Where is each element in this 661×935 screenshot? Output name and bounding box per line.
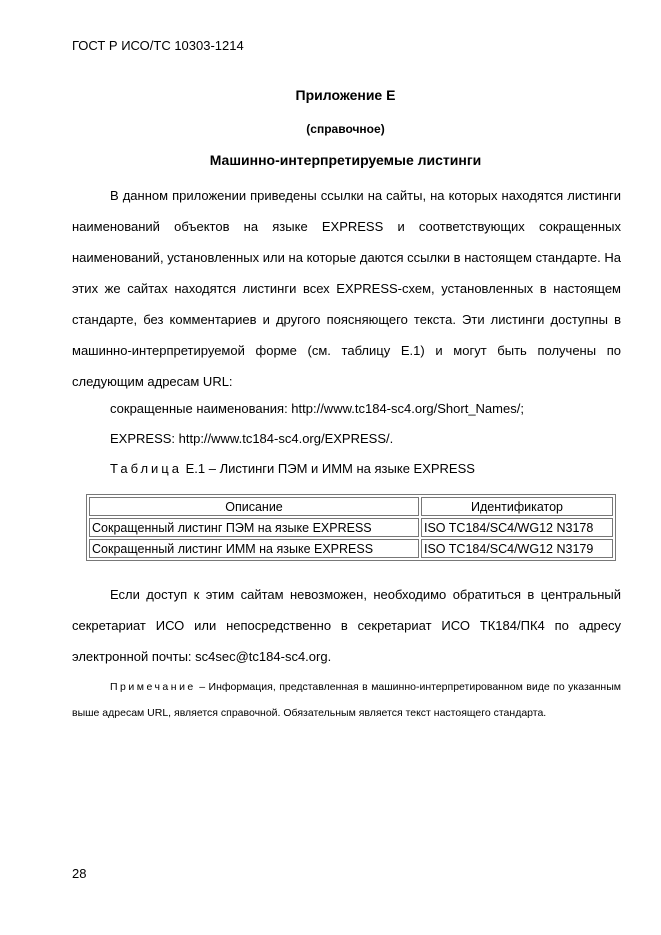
intro-paragraph: В данном приложении приведены ссылки на сайты, на которых находятся листинги наименований объектов на языке EXPRESS и соответствующих сокращенных наименований, установленных или на которые даются ссылки в настоящем стандарте. На этих же сайтах находятся листинги всех EXPRESS-схем, установленных в настоящем стандарте, без комментариев и другого поясняющего текста. Эти листинги доступны в машинно-интерпретируемой форме (см. таблицу Е.1) и могут быть получены по следующим адресам URL: [72, 188, 621, 389]
note [72, 674, 621, 726]
annex-heading: Машинно-интерпретируемые листинги [209, 152, 482, 168]
table-caption-text: Е.1 – Листинги ПЭМ и ИММ на языке EXPRESS [185, 461, 475, 476]
column-header-description: Описание [89, 497, 419, 516]
note-label: Примечание [110, 681, 196, 693]
contact-paragraph: Если доступ к этим сайтам невозможен, необходимо обратиться в центральный секретариат ИСО или непосредственно в секретариат ИСО ТК184/ПК4 по адресу электронной почты: sc4sec@tc184-sc4.org. [72, 587, 621, 664]
short-names-url-line: сокращенные наименования: http://www.tc184-sc4.org/Short_Names/; [110, 401, 524, 416]
table-header-row [89, 497, 613, 516]
table-row [89, 518, 613, 537]
listings-table-container [86, 494, 616, 561]
annex-status: (справочное) [306, 122, 385, 136]
cell-description: Сокращенный листинг ИММ на языке EXPRESS [89, 539, 419, 558]
document-code: ГОСТ Р ИСО/ТС 10303-1214 [72, 38, 244, 53]
column-header-identifier: Идентификатор [421, 497, 613, 516]
express-url-line: EXPRESS: http://www.tc184-sc4.org/EXPRESS/. [110, 431, 394, 446]
table-caption-label: Таблица [110, 461, 182, 476]
listings-table [86, 494, 616, 561]
note-text: – Информация, представленная в машинно-интерпретированном виде по указанным выше адресам URL, является справочной. Обязательным является текст настоящего стандарта. [72, 681, 621, 719]
table-row [89, 539, 613, 558]
cell-identifier: ISO TC184/SC4/WG12 N3179 [421, 539, 613, 558]
page-number: 28 [72, 866, 87, 881]
annex-title: Приложение Е [295, 87, 396, 103]
cell-description: Сокращенный листинг ПЭМ на языке EXPRESS [89, 518, 419, 537]
table-caption [110, 461, 475, 476]
cell-identifier: ISO TC184/SC4/WG12 N3178 [421, 518, 613, 537]
